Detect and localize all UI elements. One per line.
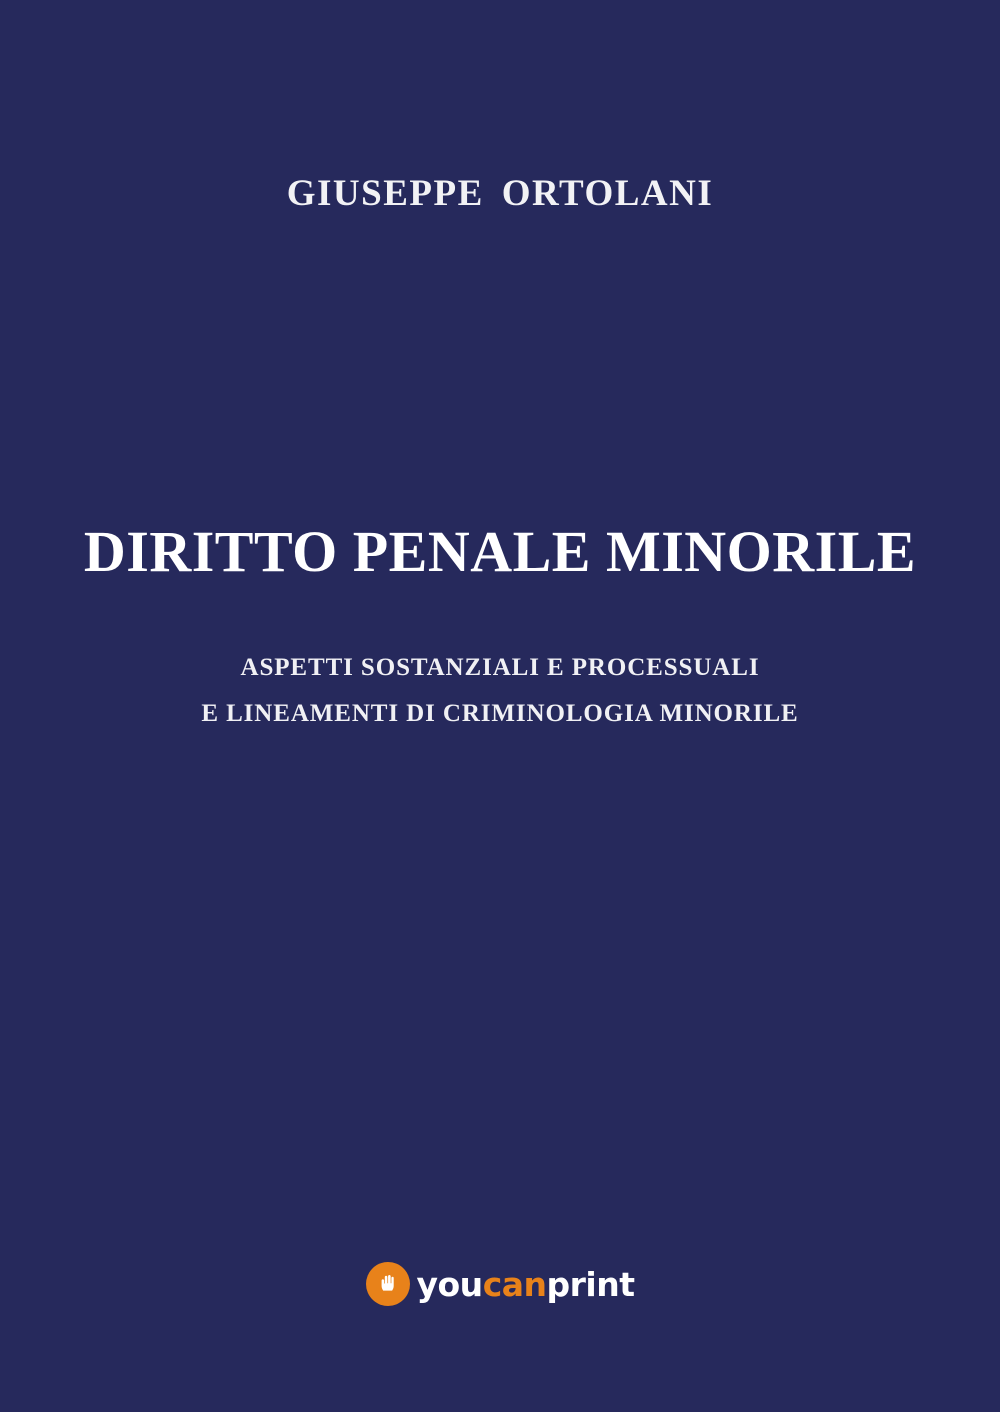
publisher-logo-text — [416, 1264, 635, 1304]
subtitle-line-2: E LINEAMENTI DI CRIMINOLOGIA MINORILE — [201, 700, 799, 727]
author-name — [0, 172, 1000, 215]
author-first-name: GIUSEPPE — [286, 173, 484, 214]
logo-text-you: you — [416, 1264, 483, 1304]
book-subtitle — [0, 645, 1000, 737]
logo-text-can: can — [482, 1264, 547, 1304]
logo-text-print: print — [546, 1264, 635, 1304]
author-last-name: ORTOLANI — [501, 173, 714, 214]
publisher-logo — [0, 1262, 1000, 1306]
subtitle-line-1: ASPETTI SOSTANZIALI E PROCESSUALI — [240, 654, 760, 681]
hand-in-circle-icon — [366, 1262, 410, 1306]
book-title: DIRITTO PENALE MINORILE — [83, 519, 917, 584]
